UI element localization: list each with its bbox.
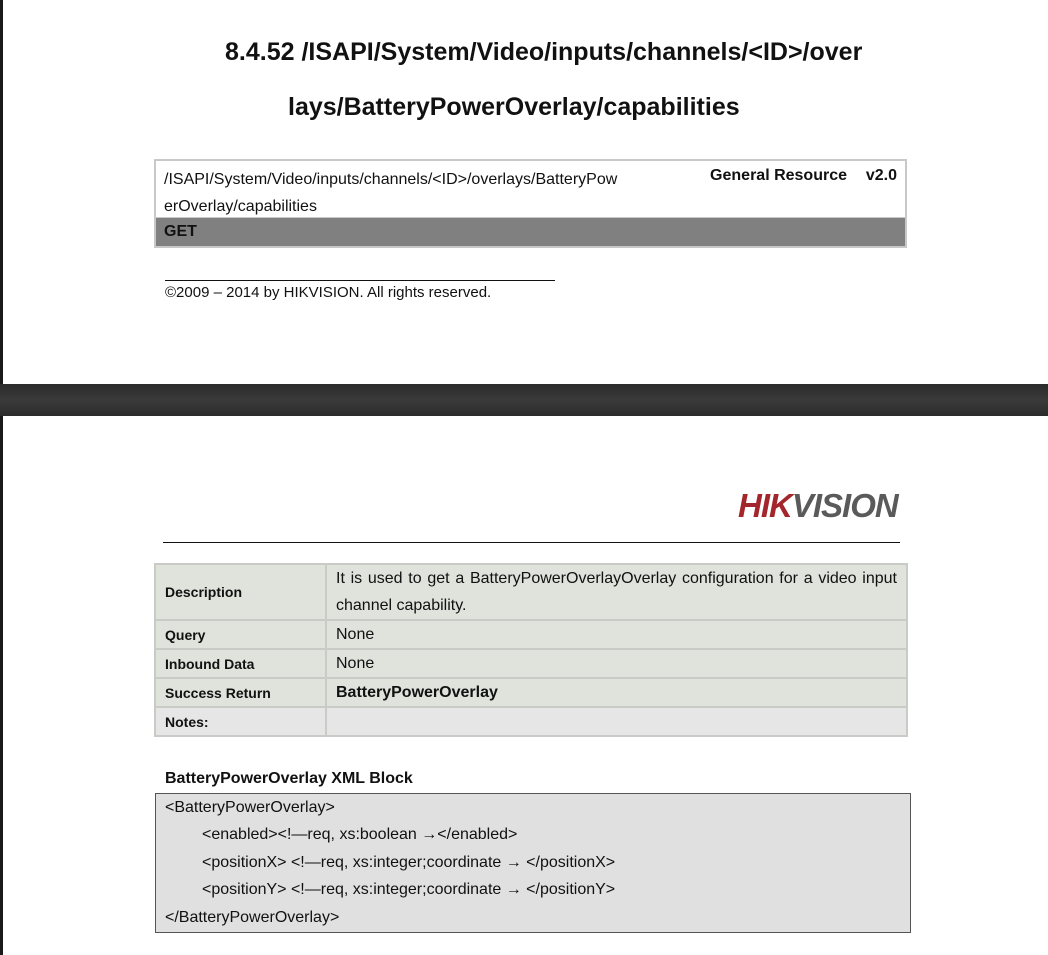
table-row (155, 678, 907, 707)
query-value: None (326, 620, 907, 649)
inbound-data-value: None (326, 649, 907, 678)
success-return-value: BatteryPowerOverlay (326, 678, 907, 707)
xml-line: <positionY> <!—req, xs:integer;coordinate → </positionY> (202, 881, 616, 898)
resource-kind: General Resource (710, 167, 847, 184)
success-return-label: Success Return (155, 678, 326, 707)
xml-line: </BatteryPowerOverlay> (165, 909, 340, 926)
section-heading-line-1: 8.4.52 /ISAPI/System/Video/inputs/channels/<ID>/over (225, 38, 863, 66)
table-row (155, 620, 907, 649)
logo-part-hik: HIK (738, 487, 792, 524)
notes-value (326, 707, 907, 736)
query-label: Query (155, 620, 326, 649)
api-info-table (154, 563, 908, 737)
xml-line: <positionX> <!—req, xs:integer;coordinate → </positionX> (202, 854, 616, 871)
logo-part-vision: VISION (791, 487, 898, 524)
xml-line: <BatteryPowerOverlay> (165, 799, 335, 816)
copyright-footer: ©2009 – 2014 by HIKVISION. All rights reserved. (165, 284, 492, 301)
notes-label: Notes: (155, 707, 326, 736)
resource-path: /ISAPI/System/Video/inputs/channels/<ID>/overlays/BatteryPowerOverlay/capabilities (164, 171, 618, 215)
resource-version: v2.0 (865, 167, 897, 184)
description-value: It is used to get a BatteryPowerOverlayOverlay configuration for a video input channel capability. (326, 564, 907, 620)
resource-table (154, 159, 907, 248)
http-method-row: GET (156, 218, 905, 246)
section-heading-line-2: lays/BatteryPowerOverlay/capabilities (288, 93, 740, 121)
header-divider (163, 542, 900, 543)
table-row (155, 649, 907, 678)
page-gap (0, 384, 1048, 416)
document-page-2 (0, 416, 1048, 955)
description-label: Description (155, 564, 326, 620)
table-row (155, 564, 907, 620)
document-page-1 (0, 0, 1048, 384)
xml-code-block (155, 793, 911, 933)
xml-block-title: BatteryPowerOverlay XML Block (165, 770, 413, 787)
footer-divider (165, 280, 555, 281)
table-row (155, 707, 907, 736)
xml-line: <enabled><!—req, xs:boolean →</enabled> (202, 826, 518, 843)
inbound-data-label: Inbound Data (155, 649, 326, 678)
hikvision-logo (738, 487, 898, 525)
